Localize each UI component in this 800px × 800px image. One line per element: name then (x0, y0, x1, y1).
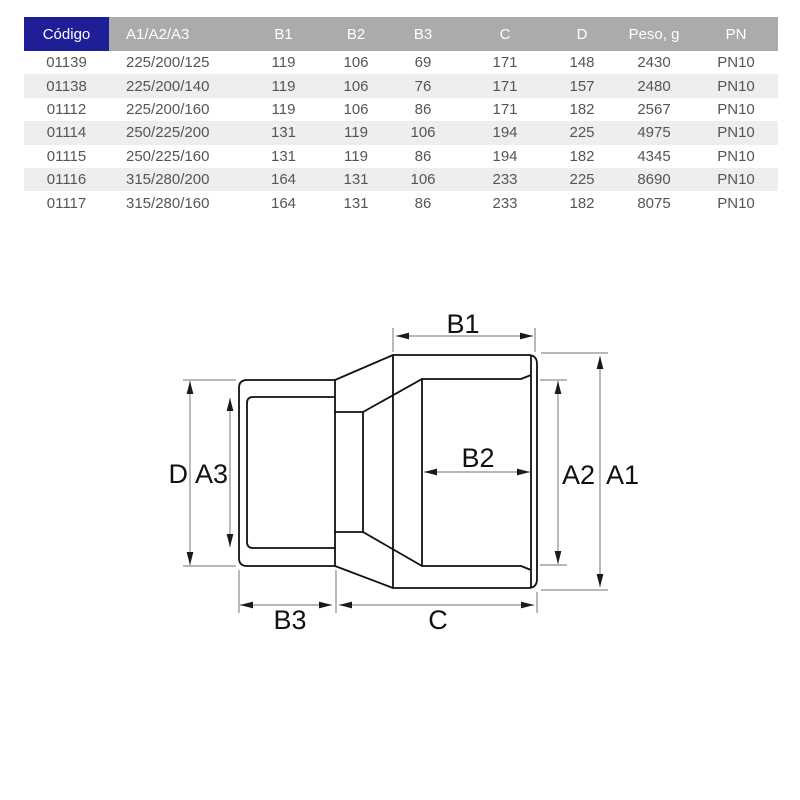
table-cell: 182 (550, 191, 614, 214)
table-cell: 164 (241, 191, 326, 214)
table-cell: 01117 (24, 191, 109, 214)
table-cell: 225/200/125 (109, 51, 241, 74)
arrow-a1-down (597, 574, 604, 587)
table-cell: 01115 (24, 145, 109, 168)
table-cell: PN10 (694, 145, 778, 168)
table-cell: 119 (241, 74, 326, 97)
arrow-a1-up (597, 356, 604, 369)
table-cell: 250/225/160 (109, 145, 241, 168)
label-d: D (168, 459, 188, 489)
table-cell: 131 (241, 145, 326, 168)
label-b2: B2 (461, 443, 495, 473)
arrow-a2-up (555, 381, 562, 394)
column-header: Peso, g (614, 17, 694, 51)
small-end-socket (247, 397, 335, 548)
table-cell: 182 (550, 145, 614, 168)
table-cell: 225 (550, 121, 614, 144)
table-cell: 106 (326, 98, 386, 121)
table-cell: 01114 (24, 121, 109, 144)
table-cell: 225/200/160 (109, 98, 241, 121)
table-cell: 233 (460, 191, 550, 214)
table-cell: 106 (326, 51, 386, 74)
column-header: A1/A2/A3 (109, 17, 241, 51)
table-cell: 225 (550, 168, 614, 191)
table-cell: 194 (460, 145, 550, 168)
arrow-b3-left (240, 602, 253, 609)
label-a1: A1 (606, 460, 640, 490)
table-cell: 01138 (24, 74, 109, 97)
table-cell: PN10 (694, 191, 778, 214)
table-cell: 4345 (614, 145, 694, 168)
dimension-arrowheads (187, 333, 604, 609)
table-cell: 315/280/160 (109, 191, 241, 214)
table-cell: 225/200/140 (109, 74, 241, 97)
table-cell: 2430 (614, 51, 694, 74)
table-cell: PN10 (694, 51, 778, 74)
small-end-outline (239, 380, 335, 566)
table-cell: PN10 (694, 74, 778, 97)
table-cell: 171 (460, 98, 550, 121)
arrow-b2-right (517, 469, 530, 476)
arrow-b1-right (520, 333, 533, 340)
table-cell: 106 (386, 121, 460, 144)
table-cell: 76 (386, 74, 460, 97)
column-header: C (460, 17, 550, 51)
table-cell: 106 (326, 74, 386, 97)
column-header: D (550, 17, 614, 51)
table-cell: 131 (241, 121, 326, 144)
arrow-a2-down (555, 551, 562, 564)
table-cell: 106 (386, 168, 460, 191)
table-cell: 250/225/200 (109, 121, 241, 144)
table-cell: 157 (550, 74, 614, 97)
column-header: B3 (386, 17, 460, 51)
label-b3: B3 (273, 605, 307, 635)
table-cell: 2567 (614, 98, 694, 121)
arrow-b2-left (424, 469, 437, 476)
table-cell: 182 (550, 98, 614, 121)
label-a2: A2 (562, 460, 596, 490)
table-cell: 148 (550, 51, 614, 74)
table-cell: 4975 (614, 121, 694, 144)
table-cell: PN10 (694, 98, 778, 121)
table-cell: 131 (326, 191, 386, 214)
column-header: B1 (241, 17, 326, 51)
table-cell: 8690 (614, 168, 694, 191)
table-cell: 01116 (24, 168, 109, 191)
cone-step (335, 412, 363, 532)
label-a3: A3 (194, 459, 228, 489)
table-cell: 2480 (614, 74, 694, 97)
table-cell: 194 (460, 121, 550, 144)
arrow-a3-up (227, 398, 234, 411)
table-cell: PN10 (694, 168, 778, 191)
table-cell: 315/280/200 (109, 168, 241, 191)
arrow-c-right (521, 602, 534, 609)
table-cell: 69 (386, 51, 460, 74)
table-cell: 119 (326, 121, 386, 144)
table-cell: 86 (386, 191, 460, 214)
arrow-a3-down (227, 534, 234, 547)
arrow-d-up (187, 381, 194, 394)
arrow-b1-left (396, 333, 409, 340)
arrow-d-down (187, 552, 194, 565)
table-cell: 86 (386, 98, 460, 121)
table-cell: 01139 (24, 51, 109, 74)
table-cell: 119 (241, 51, 326, 74)
label-b1: B1 (446, 309, 480, 339)
table-cell: 171 (460, 74, 550, 97)
cone-outer-edges (335, 355, 393, 588)
arrow-b3-right (319, 602, 332, 609)
table-cell: 171 (460, 51, 550, 74)
table-cell: 131 (326, 168, 386, 191)
table-cell: 233 (460, 168, 550, 191)
table-cell: 8075 (614, 191, 694, 214)
column-header-codigo: Código (24, 17, 109, 51)
table-cell: 119 (326, 145, 386, 168)
table-cell: 01112 (24, 98, 109, 121)
table-cell: 86 (386, 145, 460, 168)
label-c: C (428, 605, 448, 635)
table-cell: PN10 (694, 121, 778, 144)
column-header: PN (694, 17, 778, 51)
column-header: B2 (326, 17, 386, 51)
table-cell: 119 (241, 98, 326, 121)
arrow-c-left (339, 602, 352, 609)
table-cell: 164 (241, 168, 326, 191)
